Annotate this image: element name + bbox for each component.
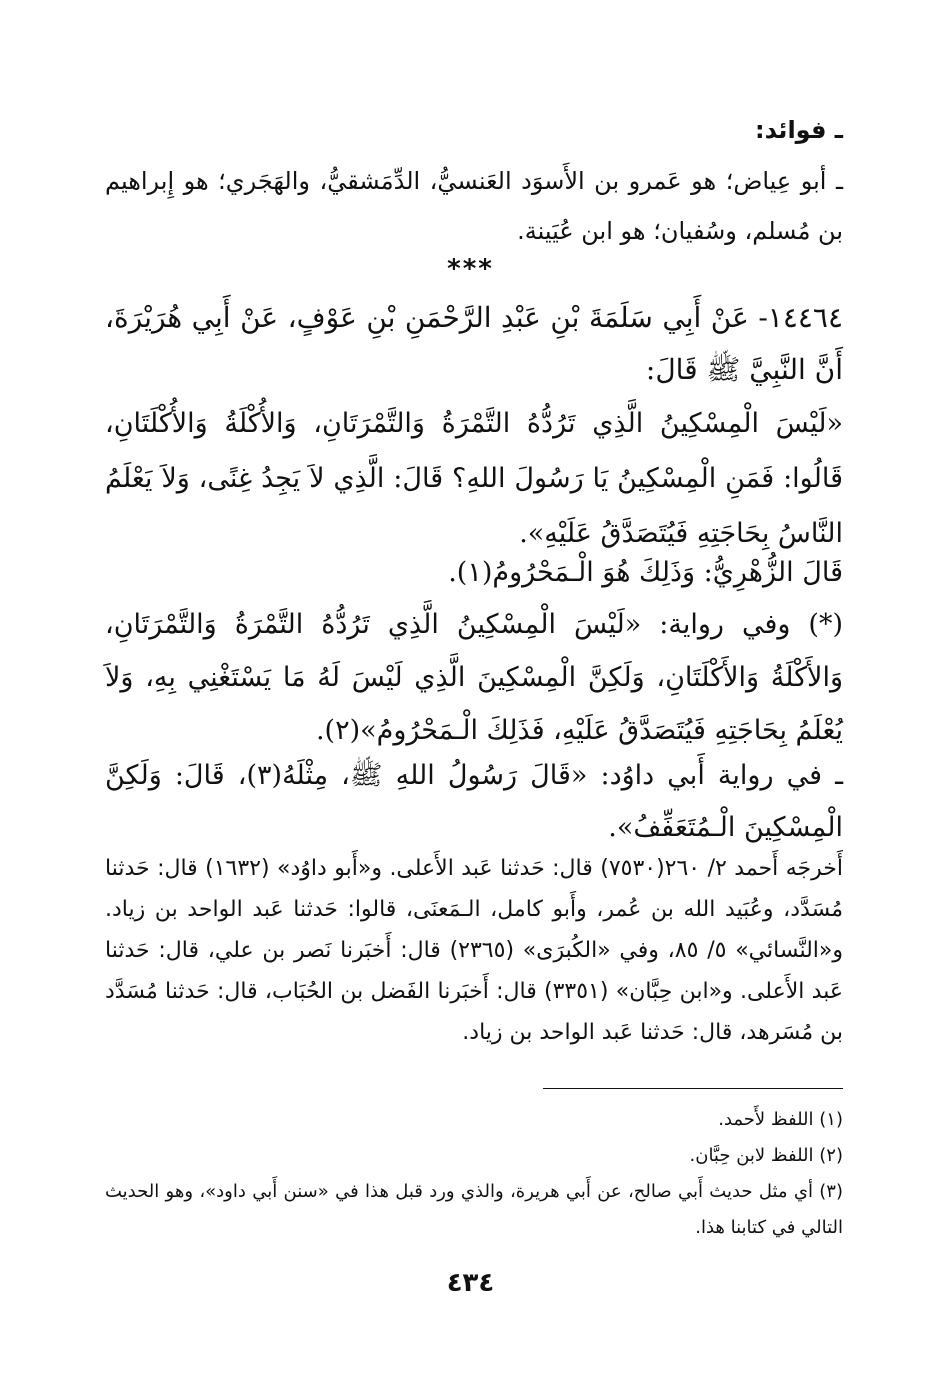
- hadith-matn: «لَيْسَ الْمِسْكِينُ الَّذِي تَرُدُّهُ التَّمْرَةُ وَالتَّمْرَتَانِ، وَالأُكْلَةُ وَالأُكْلَتَانِ، قَالُوا: فَمَنِ الْمِسْكِينُ يَا رَسُولَ اللهِ؟ قَالَ: الَّذِي لاَ يَجِدُ غِنًى، وَلاَ يَعْلَمُ النَّاسُ بِحَاجَتِهِ فَيُتَصَدَّقُ عَلَيْهِ».: [105, 408, 843, 549]
- footnote-3: (٣) أي مثل حديث أَبي صالح، عن أَبي هريرة، والذي ورد قبل هذا في «سنن أَبي داود»، وهو الحديث التالي في كتابنا هذا.: [105, 1181, 843, 1238]
- footnotes: [105, 1102, 843, 1246]
- takhrij-paragraph: أَخرجَه أَحمد ٢/ ٢٦٠(٧٥٣٠) قال: حَدثنا عَبد الأَعلى. و«أَبو داوُد» (١٦٣٢) قال: حَدثنا مُسَدَّد، وعُبَيد الله بن عُمر، وأَبو كامل، الـمَعنَى، قالوا: حَدثنا عَبد الواحد بن زياد. و«النَّسائي» ٥/ ٨٥، وفي «الكُبرَى» (٢٣٦٥) قال: أَخبَرنا نَصر بن علي، قال: حَدثنا عَبد الأَعلى. و«ابن حِبَّان» (٣٣٥١) قال: أَخبَرنا الفَضل بن الحُبَاب، قال: حَدثنا مُسَدَّد بن مُسَرهد، قال: حَدثنا عَبد الواحد بن زياد.: [105, 856, 843, 1045]
- page-number: ٤٣٤: [446, 1268, 495, 1298]
- footnote-2: (٢) اللفظ لابن حِبَّان.: [689, 1145, 843, 1166]
- hadith-isnad: ١٤٤٦٤- عَنْ أَبِي سَلَمَةَ بْنِ عَبْدِ الرَّحْمَنِ بْنِ عَوْفٍ، عَنْ أَبِي هُرَيْرَةَ، أَنَّ النَّبِيَّ ﷺ قَالَ:: [105, 301, 843, 386]
- variant-narration: (*) وفي رواية: «لَيْسَ الْمِسْكِينُ الَّذِي تَرُدُّهُ التَّمْرَةُ وَالتَّمْرَتَانِ، وَالأَكْلَةُ وَالأَكْلَتَانِ، وَلَكِنَّ الْمِسْكِينَ الَّذِي لَيْسَ لَهُ مَا يَسْتَغْنِي بِهِ، وَلاَ يُعْلَمُ بِحَاجَتِهِ فَيُتَصَدَّقُ عَلَيْهِ، فَذَلِكَ الْـمَحْرُومُ»(٢).: [105, 609, 843, 746]
- section-separator: ***: [447, 254, 494, 284]
- abu-dawud-narration: ـ في رواية أَبي داوُد: «قَالَ رَسُولُ اللهِ ﷺ، مِثْلَهُ(٣)، قَالَ: وَلَكِنَّ الْمِسْكِينَ الْـمُتَعَفِّفُ».: [105, 760, 843, 843]
- benefits-heading: ـ فوائد:: [754, 116, 843, 144]
- benefits-paragraph: ـ أبو عِياض؛ هو عَمرو بن الأَسوَد العَنسيُّ، الدِّمَشقيُّ، والهَجَري؛ هو إِبراهيم بن مُسلم، وسُفيان؛ هو ابن عُيَينة.: [105, 167, 843, 245]
- footnote-1: (١) اللفظ لأَحمد.: [718, 1109, 843, 1130]
- footnote-divider: [543, 1088, 843, 1089]
- zuhri-comment: قَالَ الزُّهْرِيُّ: وَذَلِكَ هُوَ الْـمَحْرُومُ(١).: [448, 557, 843, 588]
